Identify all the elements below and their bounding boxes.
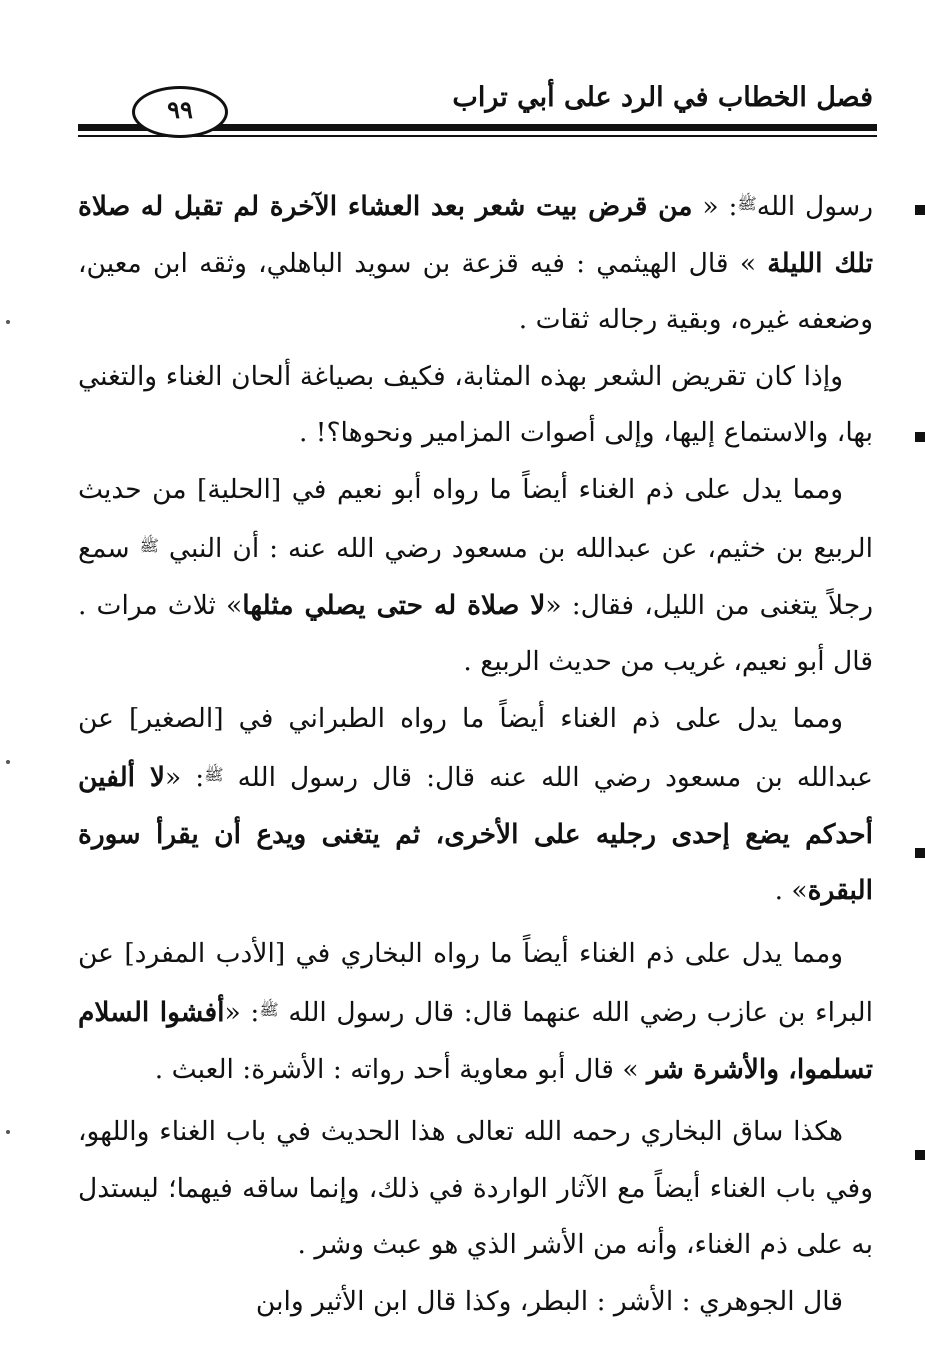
salawat-glyph: ﷺ	[204, 765, 224, 784]
p4-text-1: ومما يدل على ذم الغناء أيضاً ما رواه الطبراني في [الصغير] عن عبدالله بن مسعود رضي الله عنه قال: قال رسول الله	[78, 702, 873, 793]
scan-speck	[6, 1130, 10, 1134]
page-number: ٩٩	[167, 94, 193, 124]
edge-mark	[915, 1150, 925, 1160]
paragraph-4	[78, 691, 873, 920]
p3-hadith-bold: لا صلاة له حتى يصلي مثلها	[242, 589, 546, 621]
p5-text-1: ومما يدل على ذم الغناء أيضاً ما رواه البخاري في [الأدب المفرد] عن البراء بن عازب رضي الله عنهما قال: قال رسول الله	[78, 937, 873, 1028]
p3-text-3: » ثلاث مرات . قال أبو نعيم، غريب من حديث الربيع .	[78, 589, 873, 677]
p6-text-1: هكذا ساق البخاري رحمه الله تعالى هذا الحديث في باب الغناء واللهو، وفي باب الغناء أيضاً مع الآثار الواردة في ذلك، وإنما ساقه فيهما؛ ليستدل به على ذم الغناء، وأنه من الأشر الذي هو عبث وشر .	[78, 1116, 873, 1260]
p5-text-2: : «	[224, 997, 260, 1028]
edge-mark	[915, 848, 925, 858]
scan-speck	[6, 320, 10, 324]
p1-text-1: رسول الله	[756, 191, 873, 222]
paragraph-7	[78, 1274, 873, 1331]
scan-speck	[6, 760, 10, 764]
p3-text-1: ومما يدل على ذم الغناء أيضاً ما رواه أبو نعيم في [الحلية] من حديث الربيع بن خثيم، عن عبدالله بن مسعود رضي الله عنه : أن النبي	[78, 473, 873, 564]
paragraph-5	[78, 926, 873, 1099]
paragraph-2	[78, 349, 873, 462]
running-title: فصل الخطاب في الرد على أبي تراب	[452, 82, 873, 113]
p3-text-2: سمع رجلاً يتغنى من الليل، فقال: «	[78, 533, 873, 621]
p7-text-1: قال الجوهري : الأشر : البطر، وكذا قال ابن الأثير وابن	[255, 1285, 843, 1317]
p1-hadith-bold: من قرض بيت شعر بعد العشاء الآخرة لم تقبل له صلاة تلك الليلة	[78, 191, 873, 279]
p5-text-3: » قال أبو معاوية أحد رواته : الأشرة: العبث .	[154, 1053, 648, 1085]
page-number-oval	[132, 86, 228, 138]
p2-text-1: وإذا كان تقريض الشعر بهذه المثابة، فكيف بصياغة ألحان الغناء والتغني بها، والاستماع إليها، وإلى أصوات المزامير ونحوها؟! .	[78, 360, 873, 448]
p4-hadith-bold: لا ألفين أحدكم يضع إحدى رجليه على الأخرى، ثم يتغنى ويدع أن يقرأ سورة البقرة	[78, 762, 873, 906]
p4-text-3: » .	[774, 875, 808, 906]
paragraph-1	[78, 176, 873, 349]
salawat-glyph: ﷺ	[259, 1000, 279, 1019]
p5-hadith-bold: أفشوا السلام تسلموا، والأشرة شر	[78, 997, 873, 1085]
salawat-glyph: ﷺ	[737, 194, 757, 213]
edge-mark	[915, 432, 925, 442]
p1-text-2: : «	[692, 191, 738, 222]
paragraph-6	[78, 1104, 873, 1274]
p1-text-3: » قال الهيثمي : فيه قزعة بن سويد الباهلي، وثقه ابن معين، وضعفه غيره، وبقية رجاله ثقات .	[78, 247, 873, 335]
body-text	[78, 176, 873, 1330]
p4-text-2: : «	[164, 762, 205, 793]
edge-mark	[915, 205, 925, 215]
paragraph-3	[78, 462, 873, 691]
salawat-glyph: ﷺ	[139, 536, 159, 555]
